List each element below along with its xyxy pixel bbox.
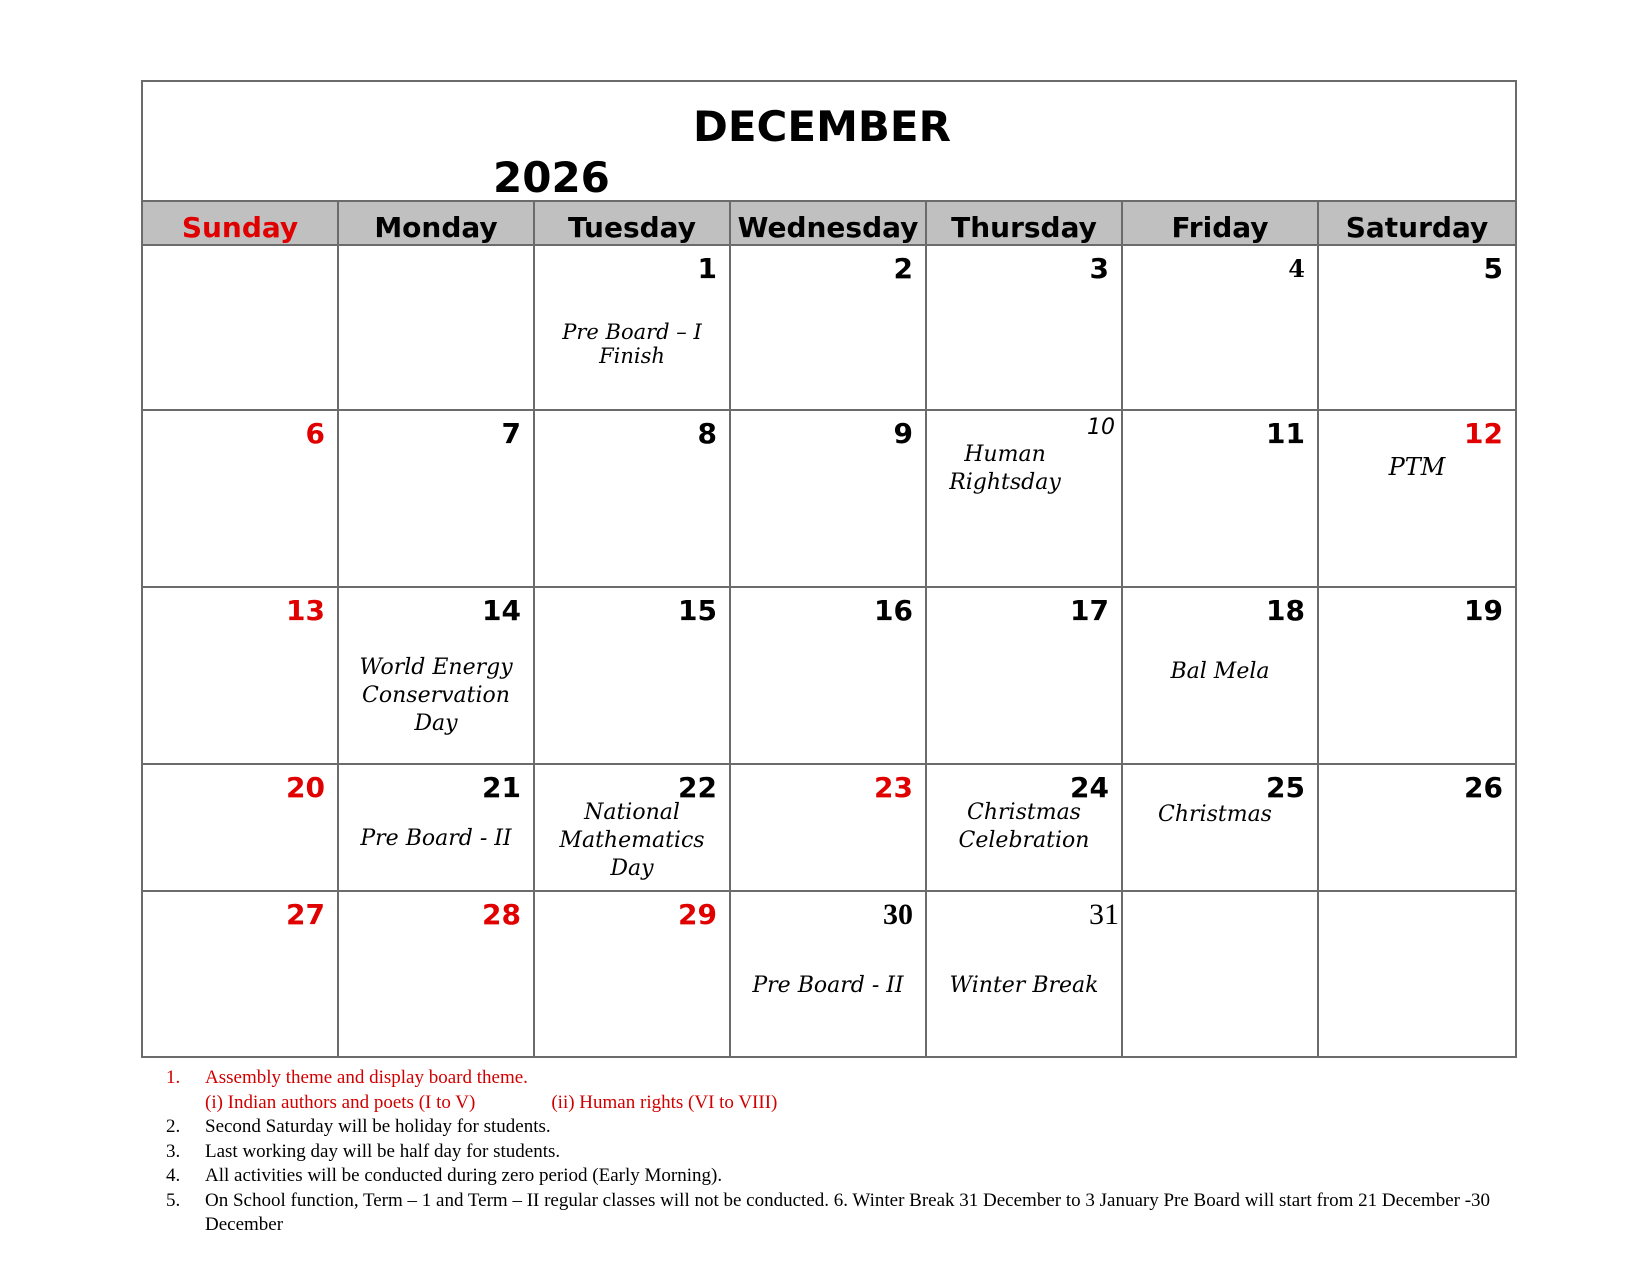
day-number: 19	[1464, 594, 1503, 627]
note-item	[160, 1140, 1520, 1165]
note-number: 1.	[166, 1067, 181, 1088]
notes-list	[160, 1066, 1520, 1238]
day-cell	[535, 246, 731, 409]
day-cell	[1123, 892, 1319, 1056]
note-item	[160, 1066, 1520, 1115]
day-number: 24	[1070, 771, 1109, 804]
year-title: 2026	[493, 153, 610, 202]
day-cell	[927, 246, 1123, 409]
note-number: 2.	[166, 1116, 181, 1137]
event-text: National Mathematics Day	[559, 800, 705, 881]
day-cell	[535, 588, 731, 763]
day-number: 20	[286, 771, 325, 804]
day-number: 23	[874, 771, 913, 804]
day-cell	[1319, 411, 1515, 586]
day-number: 10	[1087, 415, 1115, 440]
day-cell	[339, 765, 535, 890]
note-number: 3.	[166, 1140, 181, 1162]
day-cell	[339, 246, 535, 409]
event-text: Christmas Celebration	[958, 800, 1090, 853]
day-number: 7	[501, 417, 521, 450]
day-number: 31	[1089, 898, 1119, 931]
event-text: World Energy Conservation Day	[359, 655, 513, 736]
week-row-3	[143, 588, 1515, 765]
weekday-thursday: Thursday	[927, 202, 1123, 244]
day-cell	[1319, 892, 1515, 1056]
day-number: 1	[697, 252, 717, 285]
week-row-5	[143, 892, 1515, 1056]
event-text: Pre Board - II	[752, 973, 904, 998]
day-cell	[1319, 588, 1515, 763]
note-text: All activities will be conducted during zero period (Early Morning).	[205, 1165, 723, 1186]
day-cell	[927, 588, 1123, 763]
day-cell	[927, 892, 1123, 1056]
calendar-title-row	[143, 82, 1515, 202]
day-cell	[1123, 588, 1319, 763]
weekday-monday: Monday	[339, 202, 535, 244]
day-number: 15	[678, 594, 717, 627]
event-text: Winter Break	[949, 973, 1099, 998]
day-number: 29	[678, 898, 717, 931]
day-number: 22	[678, 771, 717, 804]
day-cell	[731, 411, 927, 586]
day-number: 16	[874, 594, 913, 627]
week-row-2	[143, 411, 1515, 588]
day-cell	[143, 411, 339, 586]
day-cell	[535, 411, 731, 586]
day-number: 9	[893, 417, 913, 450]
day-number: 27	[286, 898, 325, 931]
event-text: Christmas	[1158, 802, 1272, 827]
weekday-header-row	[143, 202, 1515, 246]
day-cell	[1123, 765, 1319, 890]
event-text: Bal Mela	[1170, 659, 1270, 684]
day-cell	[731, 246, 927, 409]
weekday-sunday: Sunday	[143, 202, 339, 244]
day-cell	[927, 411, 1123, 586]
calendar-table	[141, 80, 1517, 1058]
note-text: Last working day will be half day for students.	[205, 1140, 561, 1162]
note-text: Assembly theme and display board theme.	[205, 1067, 528, 1088]
day-cell	[339, 588, 535, 763]
day-number: 17	[1070, 594, 1109, 627]
day-cell	[143, 892, 339, 1056]
day-number: 14	[482, 594, 521, 627]
day-number: 21	[482, 771, 521, 804]
weekday-tuesday: Tuesday	[535, 202, 731, 244]
event-text: PTM	[1388, 453, 1446, 481]
event-text: Pre Board - II	[360, 826, 512, 851]
note-subitem: (i) Indian authors and poets (I to V)	[205, 1091, 476, 1113]
note-subitem: (ii) Human rights (VI to VIII)	[551, 1091, 778, 1113]
day-number: 12	[1464, 417, 1503, 450]
day-cell	[927, 765, 1123, 890]
day-number: 25	[1266, 771, 1305, 804]
day-cell	[143, 246, 339, 409]
day-number: 30	[883, 898, 913, 931]
week-row-1	[143, 246, 1515, 411]
day-number: 5	[1483, 252, 1503, 285]
day-number: 3	[1089, 252, 1109, 285]
day-number: 28	[482, 898, 521, 931]
day-number: 4	[1288, 254, 1305, 283]
weekday-friday: Friday	[1123, 202, 1319, 244]
day-cell	[731, 765, 927, 890]
day-cell	[1123, 411, 1319, 586]
day-cell	[143, 765, 339, 890]
day-number: 6	[305, 417, 325, 450]
day-cell	[1319, 765, 1515, 890]
event-text: Human Rightsday	[949, 442, 1061, 495]
day-cell	[731, 588, 927, 763]
day-cell	[1319, 246, 1515, 409]
day-cell	[535, 892, 731, 1056]
day-cell	[339, 411, 535, 586]
day-cell	[1123, 246, 1319, 409]
day-number: 11	[1266, 417, 1305, 450]
note-item	[160, 1115, 1520, 1140]
weekday-wednesday: Wednesday	[731, 202, 927, 244]
note-text: On School function, Term – 1 and Term – II regular classes will not be conducted. 6. Winter Break 31 December to 3 January Pre Board will start from 21 December -30 December	[205, 1189, 1491, 1235]
day-number: 8	[697, 417, 717, 450]
note-subitems	[205, 1091, 1520, 1116]
event-text: Pre Board – I Finish	[562, 320, 702, 368]
day-number: 13	[286, 594, 325, 627]
note-item	[160, 1189, 1520, 1238]
day-cell	[535, 765, 731, 890]
note-number: 5.	[166, 1189, 181, 1211]
day-cell	[339, 892, 535, 1056]
day-number: 18	[1266, 594, 1305, 627]
week-row-4	[143, 765, 1515, 892]
note-text: Second Saturday will be holiday for students.	[205, 1116, 551, 1137]
month-title: DECEMBER	[693, 102, 951, 151]
note-item	[160, 1164, 1520, 1189]
day-cell	[143, 588, 339, 763]
weekday-saturday: Saturday	[1345, 211, 1489, 244]
day-cell	[731, 892, 927, 1056]
day-number: 26	[1464, 771, 1503, 804]
day-number: 2	[893, 252, 913, 285]
note-number: 4.	[166, 1165, 181, 1186]
